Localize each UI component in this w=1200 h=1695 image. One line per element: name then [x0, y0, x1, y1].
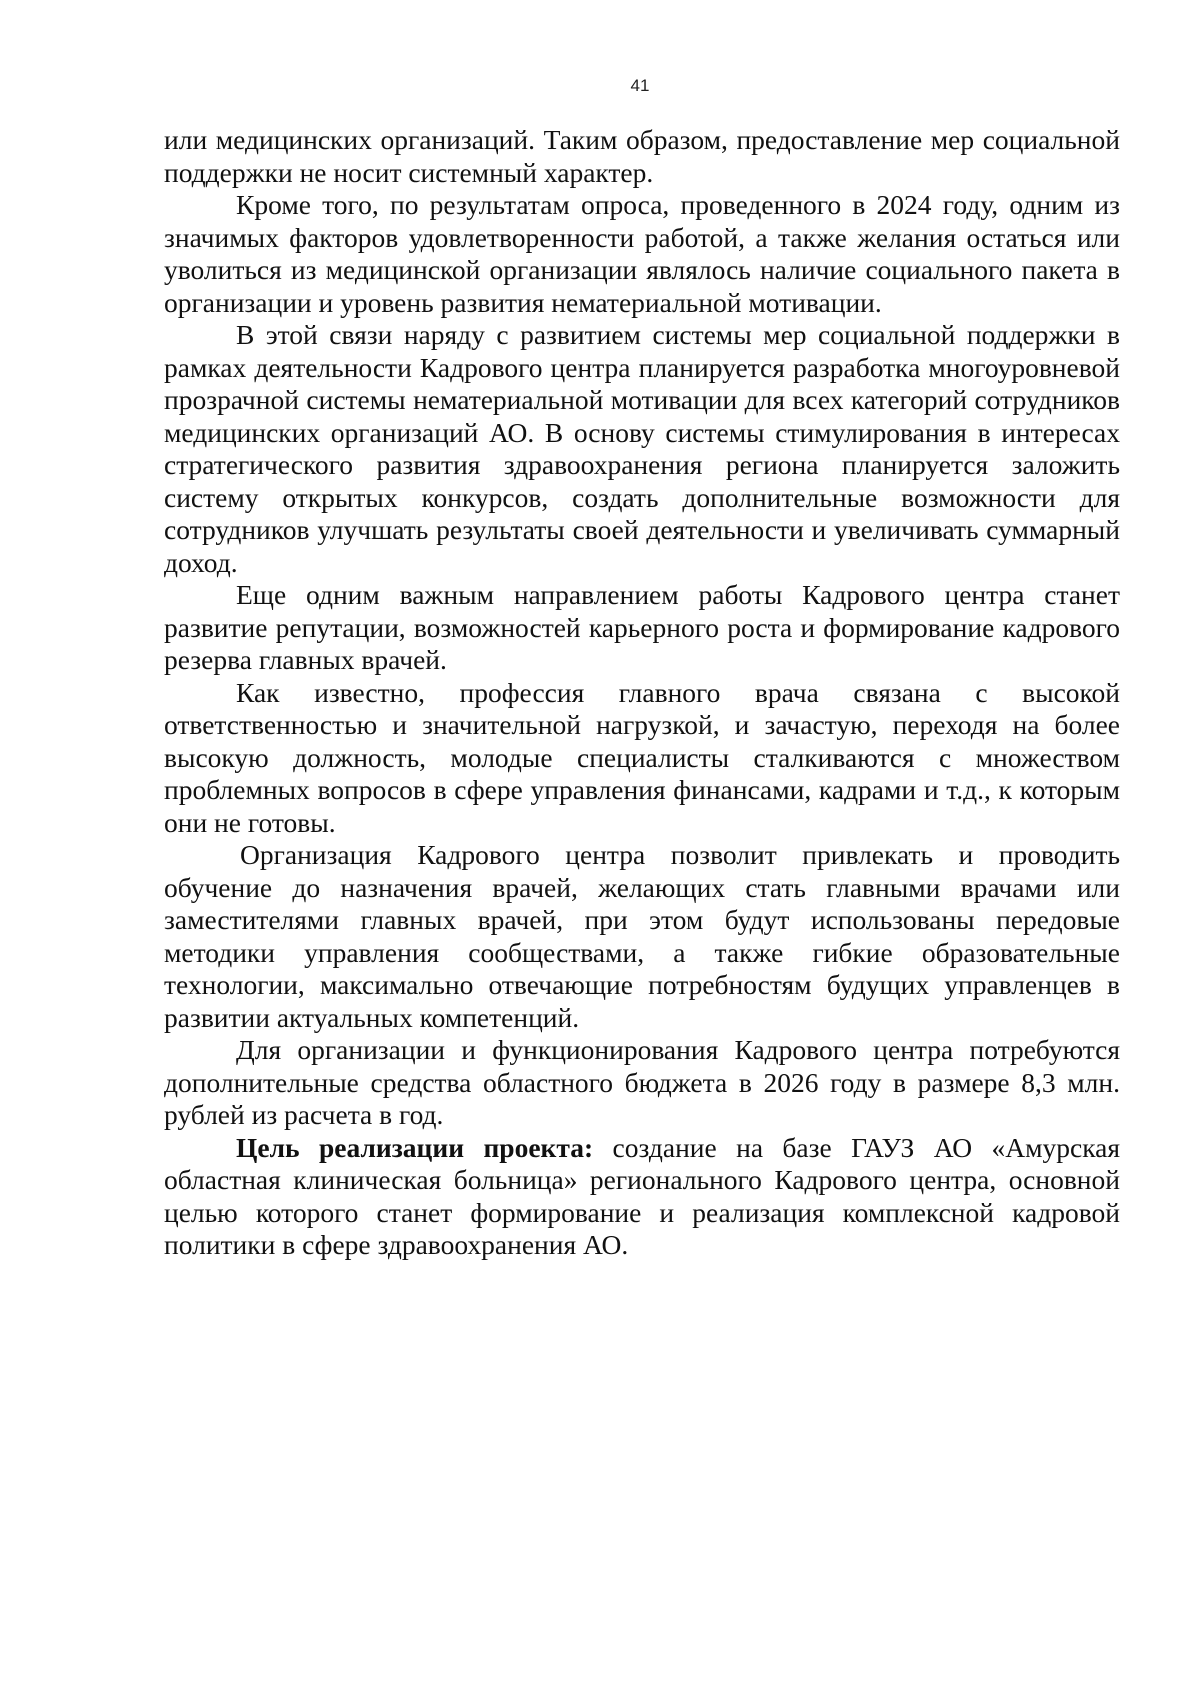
- project-goal-text: создание на базе ГАУЗ АО «Амурская областная клиническая больница» регионального Кадрового центра, основной целью которого станет формирование и реализация комплексной кадровой политики в сфере здравоохранения АО.: [164, 1131, 1120, 1260]
- paragraph-2: Кроме того, по результатам опроса, проведенного в 2024 году, одним из значимых факторов удовлетворенности работой, а также желания остаться или уволиться из медицинской организации являлось наличие социального пакета в организации и уровень развития нематериальной мотивации.: [164, 189, 1120, 318]
- project-goal-label: Цель реализации проекта:: [236, 1131, 594, 1163]
- paragraph-6: Организация Кадрового центра позволит привлекать и проводить обучение до назначения врачей, желающих стать главными врачами или заместителями главных врачей, при этом будут использованы передовые методики управления сообществами, а также гибкие образовательные технологии, максимально отвечающие потребностям будущих управленцев в развитии актуальных компетенций.: [164, 839, 1120, 1033]
- paragraph-1: или медицинских организаций. Таким образом, предоставление мер социальной поддержки не носит системный характер.: [164, 124, 1120, 188]
- document-body: [164, 124, 1120, 1262]
- paragraph-5: Как известно, профессия главного врача связана с высокой ответственностью и значительной нагрузкой, и зачастую, переходя на более высокую должность, молодые специалисты сталкиваются с множеством проблемных вопросов в сфере управления финансами, кадрами и т.д., к которым они не готовы.: [164, 676, 1120, 838]
- paragraph-4: Еще одним важным направлением работы Кадрового центра станет развитие репутации, возможностей карьерного роста и формирование кадрового резерва главных врачей.: [164, 579, 1120, 675]
- paragraph-3: В этой связи наряду с развитием системы мер социальной поддержки в рамках деятельности Кадрового центра планируется разработка многоуровневой прозрачной системы нематериальной мотивации для всех категорий сотрудников медицинских организаций АО. В основу системы стимулирования в интересах стратегического развития здравоохранения региона планируется заложить систему открытых конкурсов, создать дополнительные возможности для сотрудников улучшать результаты своей деятельности и увеличивать суммарный доход.: [164, 319, 1120, 578]
- project-goal-paragraph: [164, 1132, 1120, 1262]
- page-number: 41: [630, 76, 650, 95]
- paragraph-7: Для организации и функционирования Кадрового центра потребуются дополнительные средства областного бюджета в 2026 году в размере 8,3 млн. рублей из расчета в год.: [164, 1034, 1120, 1130]
